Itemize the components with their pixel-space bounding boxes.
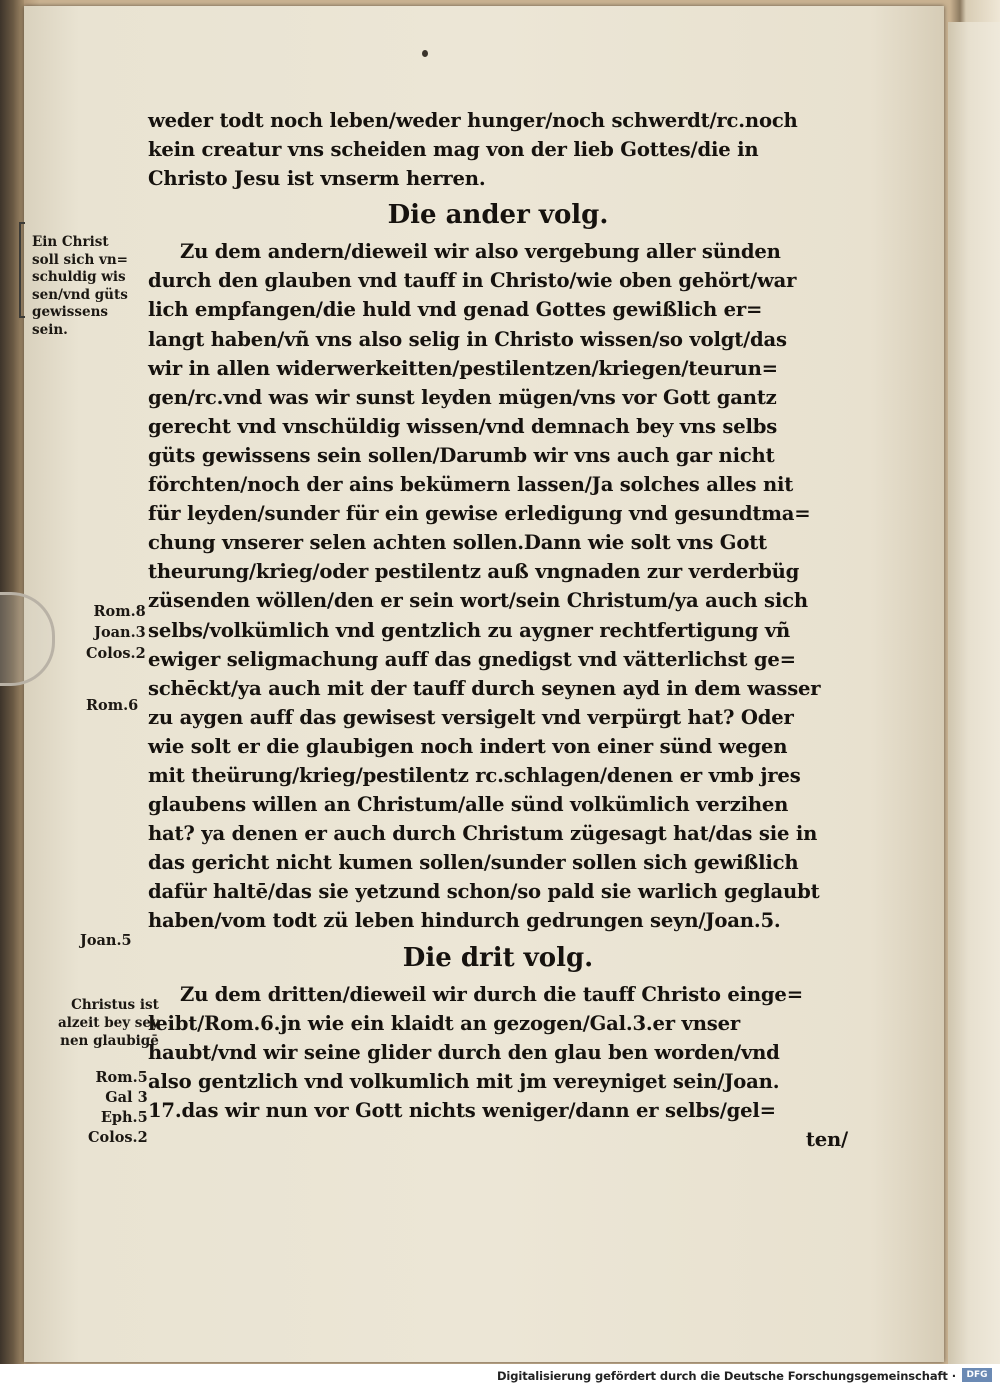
margin-note-line: Ein Christ [32,234,109,250]
text-line: theurung/krieg/oder pestilentz auß vngnaden zur verderbüg [148,560,800,584]
text-line: wie solt er die glaubigen noch indert von einer sünd wegen [148,734,788,758]
text-line: ewiger seligmachung auff das gnedigst vnd vätterlichst ge= [148,647,796,671]
margin-reference: Rom.6 [86,697,139,714]
margin-reference-line: Rom.8 [93,603,146,620]
text-line: hat? ya denen er auch durch Christum zügesagt hat/das sie in [148,822,818,846]
margin-bracket [19,222,25,318]
text-line: güts gewissens sein sollen/Darumb wir vns auch gar nicht [148,443,775,467]
dfg-logo: DFG [962,1368,992,1382]
paper-spot [422,50,428,57]
text-line: züsenden wöllen/den er sein wort/sein Christum/ya auch sich [148,589,808,613]
funding-notice: Digitalisierung gefördert durch die Deutsche Forschungsgemeinschaft · [496,1369,956,1383]
margin-note-line: sein. [32,321,68,338]
text-line: also gentzlich vnd volkumlich mit jm vereyniget sein/Joan. [148,1069,780,1093]
margin-note-line: soll sich vn= [32,251,128,268]
margin-note-line: sen/vnd güts [32,286,128,303]
text-line: gerecht vnd vnschüldig wissen/vnd demnach bey vns selbs [148,414,778,438]
text-line: wir in allen widerwerkeitten/pestilentzen/kriegen/teurun= [148,356,778,380]
margin-reference-line: Eph.5 [100,1109,148,1126]
text-line: selbs/volkümlich vnd gentzlich zu aygner rechtfertigung vñ [148,618,791,642]
margin-note-line: nen glaubigē [60,1033,159,1049]
margin-reference-line: Colos.2 [88,1129,148,1146]
text-line: leibt/Rom.6.jn wie ein klaidt an gezogen/Gal.3.er vnser [148,1011,740,1035]
margin-note-line: gewissens [32,304,108,320]
section-heading: Die drit volg. [402,942,594,973]
text-line: glaubens willen an Christum/alle sünd volkümlich verzihen [148,793,789,817]
text-line: für leyden/sunder für ein gewise erledigung vnd gesundtma= [148,502,811,526]
facing-page-edge [948,22,1000,1364]
footer-bar [0,1364,1000,1387]
text-line: durch den glauben vnd tauff in Christo/wie oben gehört/war [148,269,797,293]
text-line: haben/vom todt zü leben hindurch gedrungen seyn/Joan.5. [148,909,781,933]
text-line: förchten/noch der ains bekümern lassen/Ja solches alles nit [148,473,794,497]
margin-note-line: alzeit bey sey [58,1015,159,1031]
text-line: Zu dem dritten/dieweil wir durch die tauff Christo einge= [180,982,803,1006]
margin-reference: Joan.5 [80,932,132,949]
margin-note [58,996,159,1050]
margin-reference-line: Rom.5 [95,1069,148,1086]
margin-reference [86,601,146,664]
text-line: Christo Jesu ist vnserm herren. [148,167,486,191]
margin-reference [88,1068,148,1148]
text-line: Zu dem andern/dieweil wir also vergebung aller sünden [180,240,781,264]
text-line: mit theürung/krieg/pestilentz rc.schlagen/denen er vmb jres [148,763,801,787]
margin-note-line: Christus ist [71,997,159,1013]
margin-reference-line: Joan.3 [94,624,146,641]
section-heading: Die ander volg. [387,200,609,231]
text-line: chung vnserer selen achten sollen.Dann wie solt vns Gott [148,531,767,555]
text-line: schēckt/ya auch mit der tauff durch seynen ayd in dem wasser [148,676,821,700]
text-line: lich empfangen/die huld vnd genad Gottes gewißlich er= [148,298,763,322]
text-line: dafür haltē/das sie yetzund schon/so pald sie warlich geglaubt [148,880,820,904]
catchword: ten/ [805,1128,848,1151]
text-line: langt haben/vñ vns also selig in Christo wissen/so volgt/das [148,327,787,351]
main-text [148,106,848,1154]
margin-note [32,234,128,339]
margin-reference-line: Colos.2 [86,645,146,662]
margin-note-line: schuldig wis [32,269,126,285]
text-line: das gericht nicht kumen sollen/sunder sollen sich gewißlich [148,851,799,875]
margin-reference-line: Gal 3 [105,1089,148,1106]
text-line: gen/rc.vnd was wir sunst leyden mügen/vns vor Gott gantz [148,385,777,409]
text-line: kein creatur vns scheiden mag von der lieb Gottes/die in [148,138,759,162]
text-line: 17.das wir nun vor Gott nichts weniger/dann er selbs/gel= [148,1098,776,1122]
text-line: zu aygen auff das gewisest versigelt vnd verpürgt hat? Oder [148,705,794,729]
text-line: weder todt noch leben/weder hunger/noch schwerdt/rc.noch [148,109,798,132]
text-line: haubt/vnd wir seine glider durch den glau ben worden/vnd [148,1040,780,1064]
